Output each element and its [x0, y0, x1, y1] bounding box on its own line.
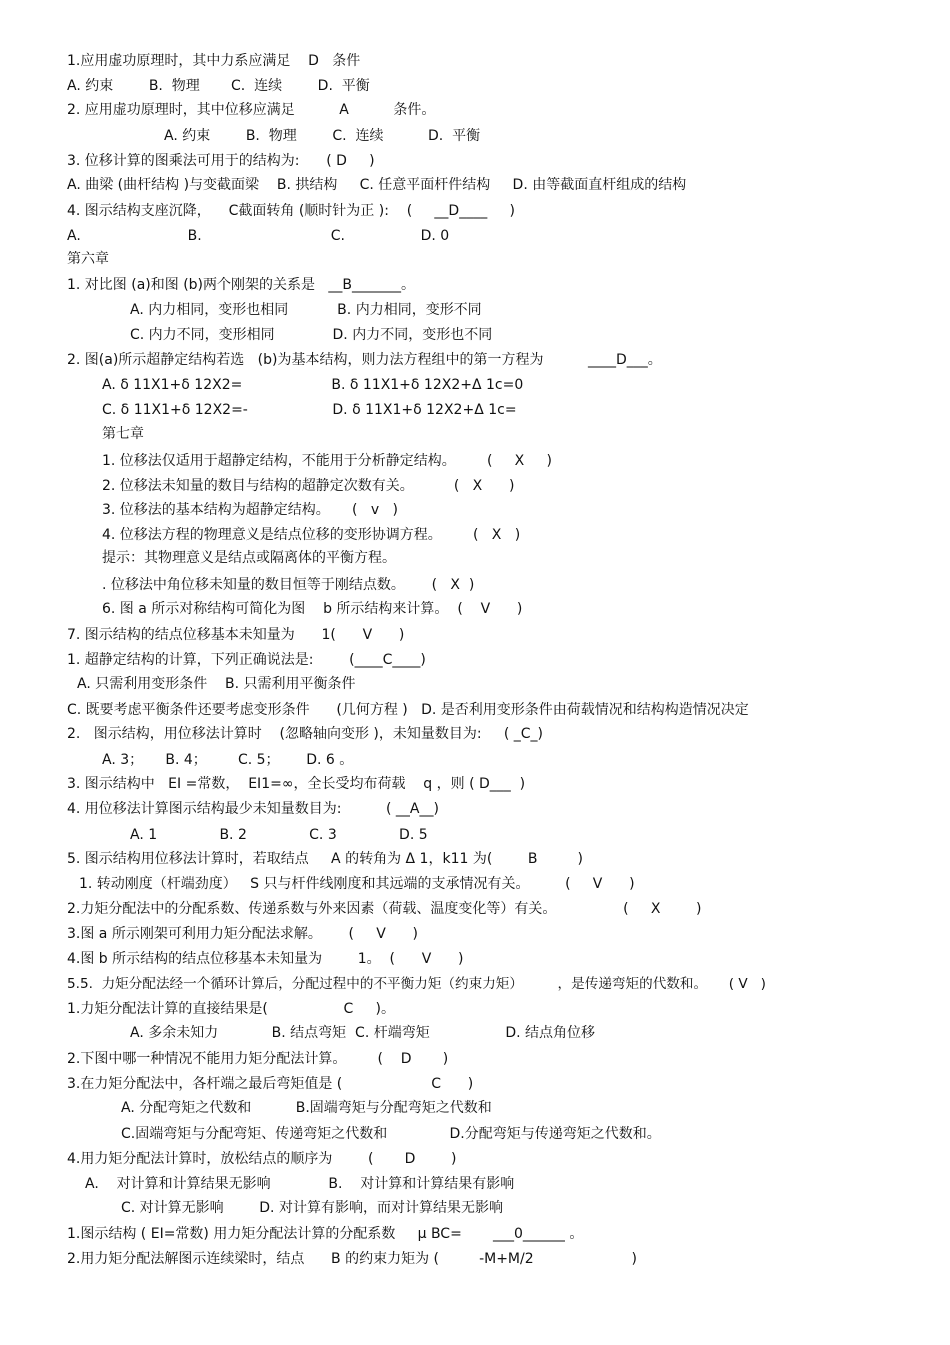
- text-line: C. 内力不同，变形相同 D. 内力不同，变形也不同: [130, 327, 493, 343]
- text-line: 1.力矩分配法计算的直接结果是( C )。: [67, 1001, 395, 1017]
- text-line: C. 既要考虑平衡条件还要考虑变形条件 (几何方程 ) D. 是否利用变形条件由荷载情况和结构构造情况决定: [67, 702, 749, 718]
- text-line: 3. 位移法的基本结构为超静定结构。 ( v ): [102, 502, 398, 518]
- text-line: A. 曲梁 (曲杆结构 )与变截面梁 B. 拱结构 C. 任意平面杆件结构 D. 由等截面直杆组成的结构: [67, 177, 687, 193]
- text-line: 4. 图示结构支座沉降， C截面转角 (顺时针为正 ): ( __D____ ): [67, 203, 515, 219]
- text-line: A. B. C. D. 0: [67, 228, 450, 244]
- text-line: A. 分配弯矩之代数和 B.固端弯矩与分配弯矩之代数和: [121, 1100, 492, 1116]
- text-line: 3.图 a 所示刚架可利用力矩分配法求解。 ( V ): [67, 926, 418, 942]
- text-line: 2.下图中哪一种情况不能用力矩分配法计算。 ( D ): [67, 1051, 449, 1067]
- text-line: 1.应用虚功原理时，其中力系应满足 D 条件: [67, 53, 361, 69]
- text-line: A. δ 11X1+δ 12X2= B. δ 11X1+δ 12X2+Δ 1c=0: [102, 377, 524, 393]
- text-line: A. 内力相同，变形也相同 B. 内力相同，变形不同: [130, 302, 482, 318]
- text-line: 4.用力矩分配法计算时，放松结点的顺序为 ( D ): [67, 1151, 457, 1167]
- text-line: 5.5. 力矩分配法经一个循环计算后，分配过程中的不平衡力矩（约束力矩） ，是传递弯矩的代数和。 ( V ): [67, 976, 766, 992]
- text-line: A. 3； B. 4； C. 5； D. 6 。: [102, 752, 354, 768]
- text-line: 提示：其物理意义是结点或隔离体的平衡方程。: [102, 550, 396, 566]
- text-line: A. 多余未知力 B. 结点弯矩 C. 杆端弯矩 D. 结点角位移: [130, 1025, 596, 1041]
- chapter-heading: 第七章: [102, 426, 144, 442]
- text-line: A. 只需利用变形条件 B. 只需利用平衡条件: [77, 676, 356, 692]
- text-line: 1. 位移法仅适用于超静定结构，不能用于分析静定结构。 ( X ): [102, 453, 552, 469]
- text-line: A. 约束 B. 物理 C. 连续 D. 平衡: [164, 128, 481, 144]
- text-line: 2. 位移法未知量的数目与结构的超静定次数有关。 ( X ): [102, 478, 515, 494]
- text-line: A. 对计算和计算结果无影响 B. 对计算和计算结果有影响: [85, 1176, 515, 1192]
- text-line: C. 对计算无影响 D. 对计算有影响，而对计算结果无影响: [121, 1200, 503, 1216]
- text-line: A. 约束 B. 物理 C. 连续 D. 平衡: [67, 78, 370, 94]
- text-line: 1. 超静定结构的计算，下列正确说法是: (____C____): [67, 652, 426, 668]
- text-line: 4. 用位移法计算图示结构最少未知量数目为: ( __A__): [67, 801, 439, 817]
- text-line: 5. 图示结构用位移法计算时，若取结点 A 的转角为 Δ 1，k11 为( B ): [67, 851, 584, 867]
- text-line: 4.图 b 所示结构的结点位移基本未知量为 1。 ( V ): [67, 951, 464, 967]
- text-line: 4. 位移法方程的物理意义是结点位移的变形协调方程。 ( X ): [102, 527, 521, 543]
- text-line: 2.用力矩分配法解图示连续梁时，结点 B 的约束力矩为 ( -M+M/2 ): [67, 1251, 638, 1267]
- text-line: 6. 图 a 所示对称结构可简化为图 b 所示结构来计算。 ( V ): [102, 601, 523, 617]
- text-line: 3. 图示结构中 EI =常数， EI1=∞，全长受均布荷载 q ，则 ( D___ ): [67, 776, 526, 792]
- text-line: 3. 位移计算的图乘法可用于的结构为: ( D ): [67, 153, 375, 169]
- text-line: 2. 应用虚功原理时，其中位移应满足 A 条件。: [67, 102, 436, 118]
- text-line: 2. 图(a)所示超静定结构若选 (b)为基本结构，则力法方程组中的第一方程为 ____D___。: [67, 352, 662, 368]
- text-line: A. 1 B. 2 C. 3 D. 5: [130, 827, 428, 843]
- text-line: 3.在力矩分配法中，各杆端之最后弯矩值是 ( C ): [67, 1076, 474, 1092]
- text-line: 7. 图示结构的结点位移基本未知量为 1( V ): [67, 627, 405, 643]
- text-line: C. δ 11X1+δ 12X2=- D. δ 11X1+δ 12X2+Δ 1c=: [102, 402, 517, 418]
- text-line: . 位移法中角位移未知量的数目恒等于刚结点数。 ( X ): [102, 577, 475, 593]
- text-line: 2.力矩分配法中的分配系数、传递系数与外来因素（荷载、温度变化等）有关。 ( X ): [67, 901, 702, 917]
- text-line: 1.图示结构 ( EI=常数) 用力矩分配法计算的分配系数 μ BC= ___0______ 。: [67, 1226, 584, 1242]
- text-line: 1. 转动刚度（杆端劲度） S 只与杆件线刚度和其远端的支承情况有关。 ( V ): [79, 876, 635, 892]
- text-line: 1. 对比图 (a)和图 (b)两个刚架的关系是 __B_______。: [67, 277, 415, 293]
- text-line: 2. 图示结构，用位移法计算时 (忽略轴向变形 )，未知量数目为: ( _C_): [67, 726, 543, 742]
- text-line: C.固端弯矩与分配弯矩、传递弯矩之代数和 D.分配弯矩与传递弯矩之代数和。: [121, 1126, 661, 1142]
- chapter-heading: 第六章: [67, 251, 109, 267]
